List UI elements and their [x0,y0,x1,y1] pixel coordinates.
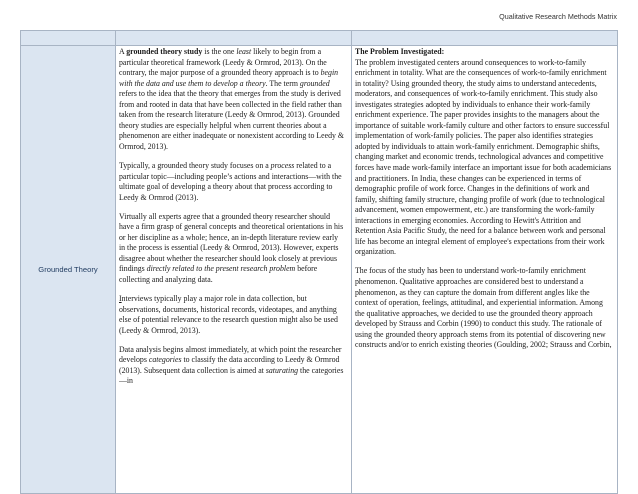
text-run: related to a particular topic—including people’s actions and interactions—with the ultimate goal of developing a theory about that process according to Leedy & Ormrod (2013). [119,160,342,202]
text-run: Typically, a grounded theory study focuses on a [119,160,271,170]
header-band-cell [116,31,352,46]
grounded-theory-row [21,46,618,494]
focus-paragraph [119,161,346,203]
text-run: the categories—in [119,365,344,386]
text-run: refers to the idea that the theory that emerges from the study is derived from and rooted in data that have been collected in the field rather than taken from the research literature (Leedy & Ormrod, 2013). Grounded theory studies are especially helpful when current theories about a phenomenon are either inadequate or nonexistent according to Leedy & Ormrod, 2013). [119,89,344,151]
text-run: nterviews typically play a major role in data collection, but observations, documents, historical records, videotapes, and anything else of potential relevance to the research question might also be used (Leedy & Ormrod, 2013). [119,293,338,335]
header-band-row [21,31,618,46]
text-run: to classify the data according to Leedy & Ormrod (2013). Subsequent data collection is aimed at [119,355,340,375]
text-run: before collecting and analyzing data. [119,264,318,284]
literature-paragraph [119,212,346,286]
problem-cell [352,46,618,494]
text-run: Data analysis begins almost immediately, at which point the researcher develops [119,344,342,365]
definition-paragraph [119,47,346,152]
text-run: is the one [202,47,237,56]
row-label: Grounded Theory [21,46,116,494]
study-focus-paragraph: The focus of the study has been to understand work-to-family enrichment phenomenon. Qualitative approaches are considered best to understand a phenomenon, as they can capture the domain from different angles like the context of operation, feelings, attitudinal, and experiential information. Among the qualitative approaches, we decided to use the grounded theory approach developed by Strauss and Corbin (1990) to conduct this study. The rationale of using the grounded theory approach stems from its potential of discovering new constructs and/or to enrich existing theories (Goulding, 2002; Strauss and Corbin, [355,266,612,350]
emphasis: saturating [265,365,299,375]
methods-matrix-table [20,30,618,494]
emphasis: least [236,47,252,56]
running-header: Qualitative Research Methods Matrix [499,12,617,21]
text-run: A [119,47,127,56]
data-analysis-paragraph [119,345,346,387]
emphasis: grounded [299,78,330,88]
problem-heading: The Problem Investigated: [355,47,445,56]
emphasis: process [270,160,295,170]
key-term: grounded theory study [126,47,203,56]
text-run: likely to begin from a particular theoretical framework (Leedy & Ormrod, 2013). On the contrary, the major purpose of a grounded theory approach is to [119,47,327,78]
underlined-initial: I [119,293,122,303]
problem-body [355,47,612,493]
data-collection-paragraph [119,294,346,336]
definition-cell [116,46,352,494]
definition-body [119,47,346,493]
emphasis: begin with the data and use them to develop a theory [119,68,339,88]
emphasis: directly related to the present research problem [146,264,296,274]
text-run: Virtually all experts agree that a grounded theory researcher should have a firm grasp of general concepts and theoretical orientations in his or her discipline as a whole; hence, an in-depth literature review early in the process is essential (Leedy & Ormrod, 2013). However, experts disagree about whether the researcher should look closely at previous findings [119,211,344,274]
text-run: . The term [265,78,300,88]
problem-paragraph: The problem investigated centers around consequences to work-to-family enrichment in totality. What are the consequences of work-to-family enrichment in totality? Using grounded theory, the study aims to understand antecedents, moderators, and consequences of work-to-family enrichment. This study also investigates strategies adopted by individuals to enhance their work-family enrichment experience. The paper provides insights to the managers about the importance of suitable work-family culture and other factors to ensure successful implementation of work-family policies. The paper also identifies strategies adopted by individuals to attain work-family enrichment. Demographic shifts, changing market and economic trends, technological advances and competitive forces have made work-family interface an important issue for both academicians and practitioners. In India, these changes can be experienced in terms of demographic profile of work force. Changes in the definitions of work and family, shifting family structure, changing profile of work (due to technological advancement, women empowerment, etc.) are transforming the work-family interactions in emerging economies. According to Hewitt's Attrition and Retention Asia Pacific Study, the need for a balance between work and personal life has become an integral element of employee's expectations from their work organization. [355,57,612,257]
header-band-cell [21,31,116,46]
header-band-cell [352,31,618,46]
emphasis: categories [148,355,182,365]
